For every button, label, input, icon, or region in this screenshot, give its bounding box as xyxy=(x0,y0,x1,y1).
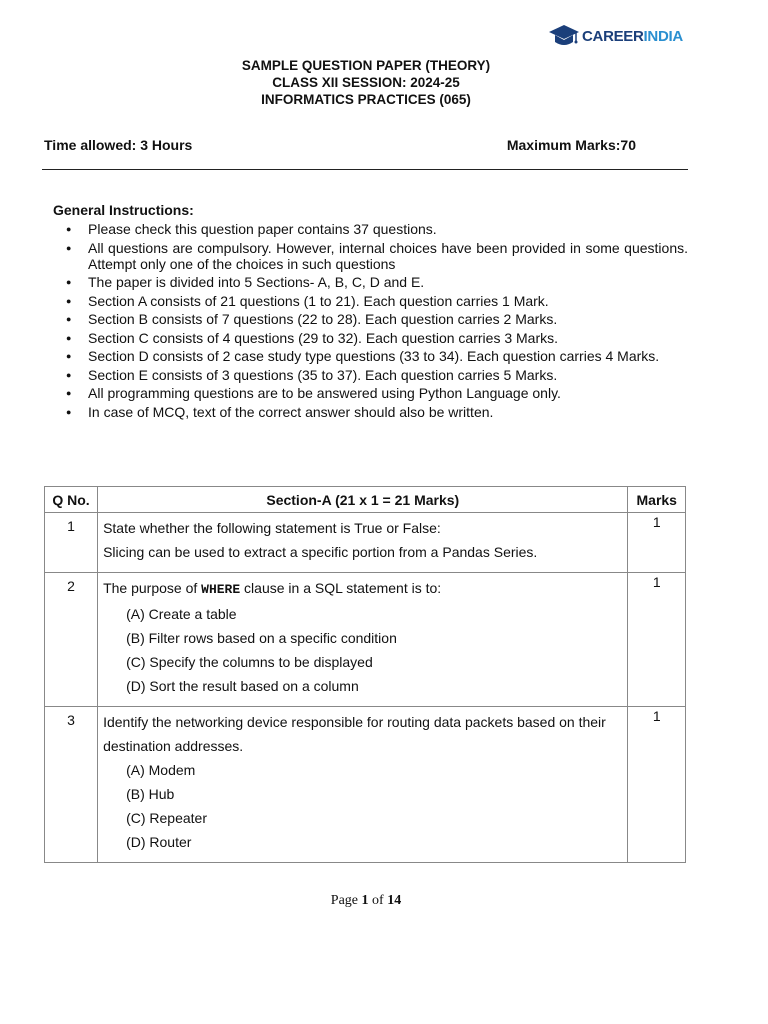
question-line: State whether the following statement is True or False: xyxy=(103,520,441,536)
answer-option: (D) Sort the result based on a column xyxy=(126,678,359,694)
page-footer: Page 1 of 14 xyxy=(330,893,402,908)
paper-subject-line: INFORMATICS PRACTICES (065) xyxy=(261,92,471,107)
table-row xyxy=(45,573,686,707)
current-page: 1 xyxy=(361,893,369,908)
question-number: 2 xyxy=(45,573,98,707)
question-stem: The purpose of WHERE clause in a SQL statement is to: xyxy=(103,580,442,597)
instruction-item: ● Section C consists of 4 questions (29 to 32). Each question carries 3 Marks. xyxy=(66,330,688,346)
question-marks: 1 xyxy=(628,573,686,707)
table-header-row xyxy=(45,487,686,513)
question-number: 3 xyxy=(45,707,98,863)
sql-keyword: WHERE xyxy=(201,582,241,597)
graduation-cap-icon xyxy=(548,23,580,49)
instruction-item: ● Section B consists of 7 questions (22 to 28). Each question carries 2 Marks. xyxy=(66,311,688,327)
question-number: 1 xyxy=(45,513,98,573)
instruction-item: ● Section E consists of 3 questions (35 to 37). Each question carries 5 Marks. xyxy=(66,367,688,383)
answer-option: (C) Repeater xyxy=(126,810,207,826)
instruction-item: ● Please check this question paper contains 37 questions. xyxy=(66,221,688,237)
answer-option: (A) Create a table xyxy=(126,606,237,622)
paper-class-line: CLASS XII SESSION: 2024-25 xyxy=(272,75,460,90)
instruction-item: ● Section D consists of 2 case study type questions (33 to 34). Each question carries 4 Marks. xyxy=(66,348,688,364)
instruction-item: ● All programming questions are to be answered using Python Language only. xyxy=(66,385,688,401)
answer-option: (B) Hub xyxy=(126,786,175,802)
answer-option: (D) Router xyxy=(126,834,192,850)
question-text xyxy=(98,573,628,707)
question-text xyxy=(98,513,628,573)
question-stem: Identify the networking device responsible for routing data packets based on their destination addresses. xyxy=(103,714,606,754)
instructions-list xyxy=(66,221,688,422)
marks-header: Marks xyxy=(628,487,686,513)
answer-option: (B) Filter rows based on a specific condition xyxy=(126,630,397,646)
paper-title xyxy=(0,57,732,108)
question-marks: 1 xyxy=(628,513,686,573)
question-marks: 1 xyxy=(628,707,686,863)
paper-meta xyxy=(44,137,636,153)
instruction-item: ● The paper is divided into 5 Sections- A, B, C, D and E. xyxy=(66,274,688,290)
divider xyxy=(42,169,688,170)
logo-text: CAREERINDIA xyxy=(582,27,683,45)
table-row xyxy=(45,707,686,863)
question-text xyxy=(98,707,628,863)
table-row xyxy=(45,513,686,573)
careerindia-logo xyxy=(548,22,683,50)
answer-option: (C) Specify the columns to be displayed xyxy=(126,654,373,670)
maximum-marks: Maximum Marks:70 xyxy=(506,137,636,153)
question-line: Slicing can be used to extract a specific portion from a Pandas Series. xyxy=(103,544,538,560)
qno-header: Q No. xyxy=(45,487,98,513)
instructions-title: General Instructions: xyxy=(53,202,194,218)
instruction-item: ● In case of MCQ, text of the correct answer should also be written. xyxy=(66,404,688,420)
answer-option: (A) Modem xyxy=(126,762,196,778)
instruction-item: ● Section A consists of 21 questions (1 to 21). Each question carries 1 Mark. xyxy=(66,293,688,309)
time-allowed: Time allowed: 3 Hours xyxy=(44,137,193,153)
paper-title-line: SAMPLE QUESTION PAPER (THEORY) xyxy=(241,58,491,73)
section-header: Section-A (21 x 1 = 21 Marks) xyxy=(98,487,628,513)
instruction-item: ● All questions are compulsory. However, internal choices have been provided in some questions. Attempt only one of the choices in such questions xyxy=(66,240,688,272)
question-table xyxy=(44,486,686,863)
total-pages: 14 xyxy=(387,893,402,908)
